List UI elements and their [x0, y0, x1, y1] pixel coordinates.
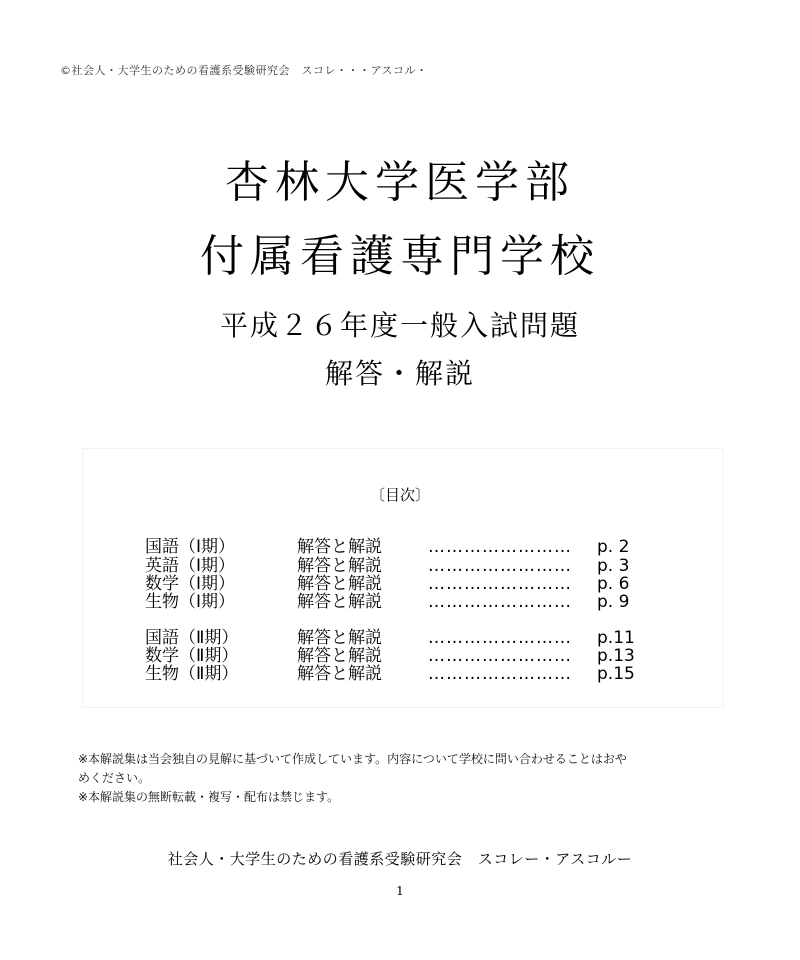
toc-page: p.13 [597, 646, 635, 666]
title-line-1: 杏林大学医学部 [225, 157, 575, 208]
toc-description: 解答と解説 [297, 646, 382, 666]
disclaimer-line: めください。 [78, 771, 151, 785]
toc-row [145, 646, 665, 666]
toc-subject: 数学（Ⅱ期） [145, 646, 239, 666]
toc-description: 解答と解説 [297, 628, 382, 648]
toc-leader-dots: …………………… [428, 537, 572, 557]
toc-description: 解答と解説 [297, 537, 382, 557]
toc-subject: 英語（Ⅰ期） [145, 556, 236, 576]
toc-leader-dots: …………………… [428, 556, 572, 576]
toc-description: 解答と解説 [297, 574, 382, 594]
toc-subject: 数学（Ⅰ期） [145, 574, 236, 594]
toc-subject: 国語（Ⅰ期） [145, 537, 236, 557]
toc-row [145, 664, 665, 684]
toc-row [145, 537, 665, 557]
subtitle-exam: 平成２６年度一般入試問題 [219, 309, 580, 342]
toc-page: p.15 [597, 664, 635, 684]
toc-subject: 国語（Ⅱ期） [145, 628, 239, 648]
toc-leader-dots: …………………… [428, 574, 572, 594]
toc-leader-dots: …………………… [428, 592, 572, 612]
toc-heading: 〔目次〕 [369, 486, 430, 504]
toc-page: p. 6 [597, 574, 630, 594]
toc-row [145, 592, 665, 612]
copyright-header: ©社会人・大学生のための看護系受験研究会 スコレ・・・アスコル・ [60, 64, 428, 77]
toc-page: p. 2 [597, 537, 630, 557]
disclaimer-line: ※本解説集は当会独自の見解に基づいて作成しています。内容について学校に問い合わせることはおや [78, 752, 627, 766]
toc-description: 解答と解説 [297, 556, 382, 576]
toc-description: 解答と解説 [297, 592, 382, 612]
toc-page: p.11 [597, 628, 635, 648]
title-line-2: 付属看護専門学校 [200, 231, 600, 282]
toc-subject: 生物（Ⅱ期） [145, 664, 239, 684]
toc-leader-dots: …………………… [428, 628, 572, 648]
toc-row [145, 628, 665, 648]
toc-row [145, 574, 665, 594]
footer-organization: 社会人・大学生のための看護系受験研究会 スコレー・アスコルー [167, 850, 633, 868]
toc-leader-dots: …………………… [428, 646, 572, 666]
disclaimer-notes [78, 750, 728, 807]
toc-leader-dots: …………………… [428, 664, 572, 684]
toc-row [145, 556, 665, 576]
disclaimer-line: ※本解説集の無断転載・複写・配布は禁じます。 [78, 790, 340, 804]
subtitle-answers: 解答・解説 [324, 357, 475, 390]
toc-subject: 生物（Ⅰ期） [145, 592, 236, 612]
toc-description: 解答と解説 [297, 664, 382, 684]
page-number: 1 [396, 884, 404, 898]
toc-page: p. 3 [597, 556, 630, 576]
toc-page: p. 9 [597, 592, 630, 612]
